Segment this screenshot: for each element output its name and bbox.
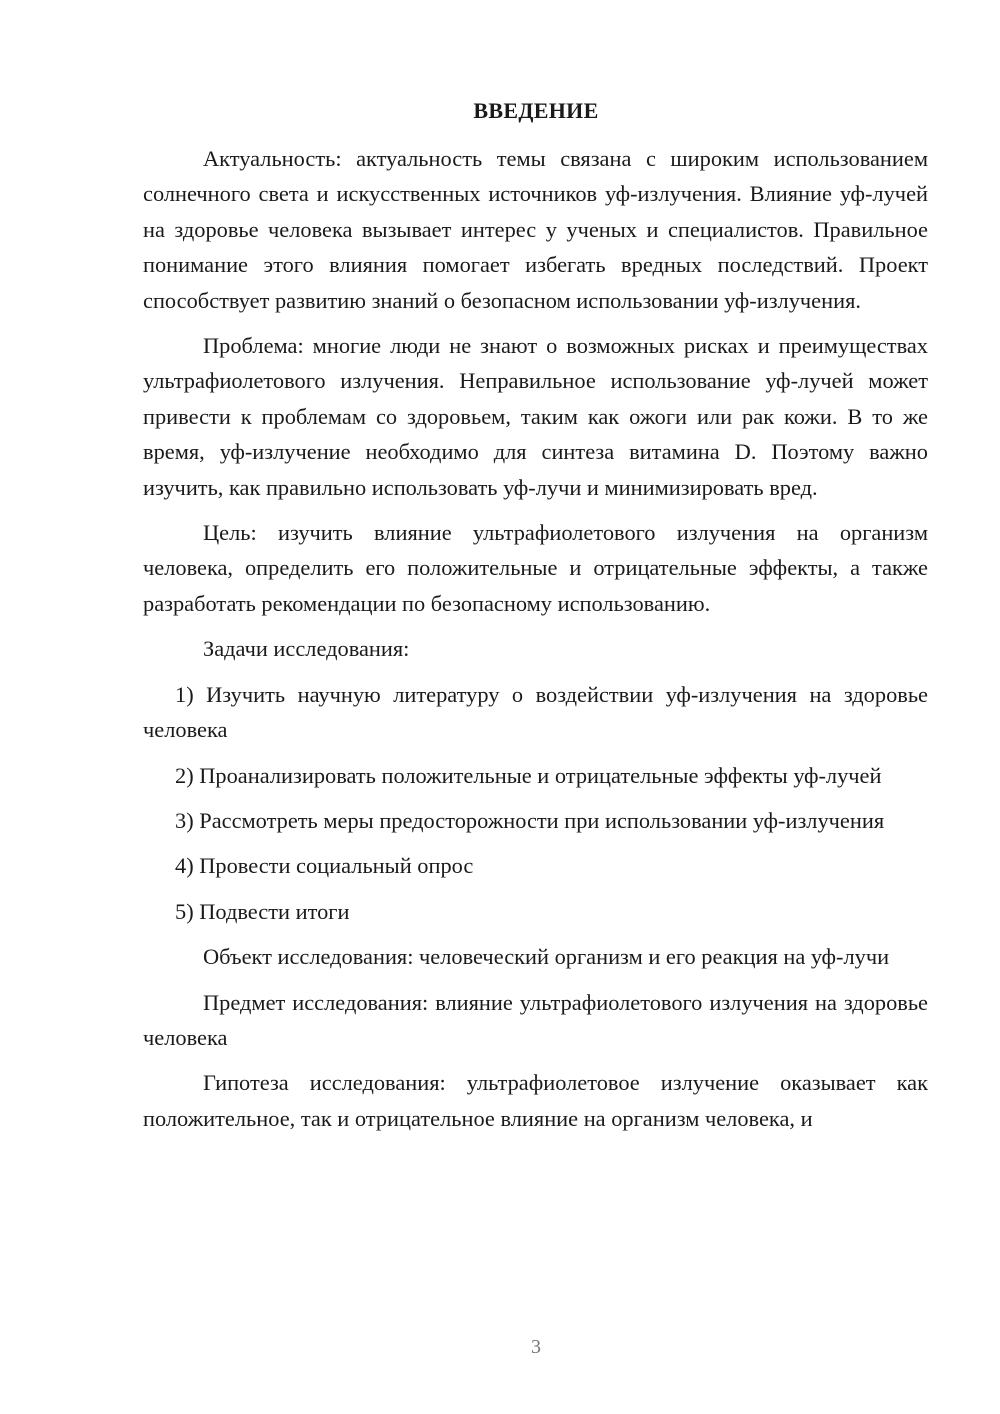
task-item: 5) Подвести итоги <box>175 898 350 924</box>
section-heading: ВВЕДЕНИЕ <box>473 98 599 123</box>
page-number: 3 <box>531 1336 541 1358</box>
relevance-paragraph: Актуальность: актуальность темы связана с широким использованием солнечного света и искусственных источников уф-излучения. Влияние уф-лучей на здоровье человека вызывает интерес у ученых и специалистов. Правильное понимание этого влияния помогает избегать вредных последствий. Проект способствует развитию знаний о безопасном использовании уф-излучения. <box>143 146 928 313</box>
task-item: 4) Провести социальный опрос <box>175 853 474 879</box>
task-item: 3) Рассмотреть меры предосторожности при использовании уф-излучения <box>175 807 885 833</box>
hypothesis-paragraph: Гипотеза исследования: ультрафиолетовое излучение оказывает как положительное, так и отрицательное влияние на организм человека, и <box>143 1070 928 1131</box>
object-paragraph: Объект исследования: человеческий организм и его реакция на уф-лучи <box>203 944 890 970</box>
document-body <box>143 141 928 1136</box>
task-item: 1) Изучить научную литературу о воздействии уф-излучения на здоровье человека <box>143 681 928 743</box>
problem-paragraph: Проблема: многие люди не знают о возможных рисках и преимуществах ультрафиолетового излучения. Неправильное использование уф-лучей может привести к проблемам со здоровьем, таким как ожоги или рак кожи. В то же время, уф-излучение необходимо для синтеза витамина D. Поэтому важно изучить, как правильно использовать уф-лучи и минимизировать вред. <box>143 333 928 500</box>
task-item: 2) Проанализировать положительные и отрицательные эффекты уф-лучей <box>175 762 882 788</box>
goal-paragraph: Цель: изучить влияние ультрафиолетового излучения на организм человека, определить его положительные и отрицательные эффекты, а также разработать рекомендации по безопасному использованию. <box>143 520 928 616</box>
subject-paragraph: Предмет исследования: влияние ультрафиолетового излучения на здоровье человека <box>143 989 928 1050</box>
tasks-title: Задачи исследования: <box>203 636 410 662</box>
